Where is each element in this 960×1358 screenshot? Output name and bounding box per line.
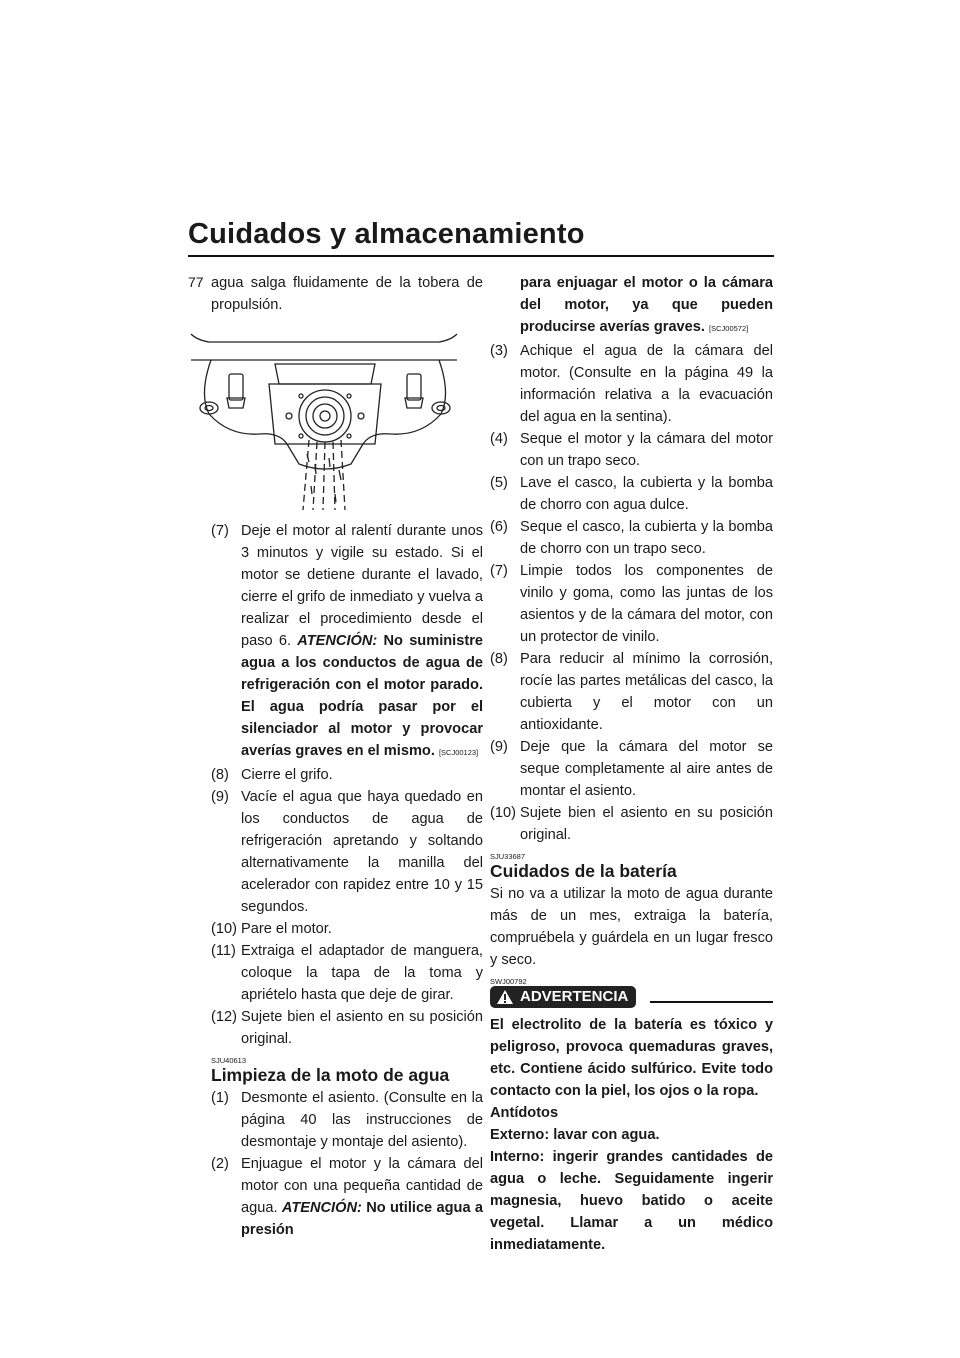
step-number: (1) (211, 1090, 229, 1106)
page-number: 77 (188, 274, 204, 290)
step-number: (7) (490, 563, 508, 579)
right-column (490, 272, 773, 1256)
intro-text: agua salga fluidamente de la tobera de propulsión. (211, 275, 483, 313)
warning-text: El electrolito de la batería es tóxico y peligroso, provoca quemaduras graves, etc. Contiene ácido sulfúrico. Evite todo contacto con la piel, los ojos o la ropa. (490, 1017, 773, 1099)
step-text: Pare el motor. (241, 921, 332, 937)
step-number: (5) (490, 475, 508, 491)
step-10 (211, 918, 483, 940)
step-text: Extraiga el adaptador de manguera, coloque la tapa de la toma y apriételo hasta que deje de girar. (241, 943, 483, 1003)
warning-external: Externo: lavar con agua. (490, 1127, 660, 1143)
notice-code: [SCJ00572] (709, 324, 749, 333)
step-text: Seque el motor y la cámara del motor con un trapo seco. (520, 431, 773, 469)
step-number: (8) (211, 767, 229, 783)
step-text: Deje el motor al ralentí durante unos 3 minutos y vigile su estado. Si el motor se detiene durante el lavado, cierre el grifo de inmediato y vuelva a realizar el procedimiento desde el paso 6. (241, 523, 483, 649)
warning-antidotes-heading: Antídotos (490, 1105, 559, 1121)
title-rule (188, 255, 774, 257)
step-text: Desmonte el asiento. (Consulte en la página 40 las instrucciones de desmontaje y montaje del asiento). (241, 1090, 483, 1150)
notice-text: para enjuagar el motor o la cámara del motor, ya que pueden producirse averías graves. (520, 275, 773, 335)
step-6 (490, 516, 773, 560)
step-text: Cierre el grifo. (241, 767, 333, 783)
step-text: Sujete bien el asiento en su posición original. (520, 805, 773, 843)
step-number: (3) (490, 343, 508, 359)
notice-continuation (490, 272, 773, 340)
step-text: Para reducir al mínimo la corrosión, rocíe las partes metálicas del casco, la cubierta y el motor con un antioxidante. (520, 651, 773, 733)
warning-badge (490, 986, 636, 1008)
step-number: (11) (211, 943, 236, 959)
section-text: Si no va a utilizar la moto de agua durante más de un mes, extraiga la batería, compruébela y guárdela en un lugar fresco y seco. (490, 886, 773, 968)
step-2 (211, 1153, 483, 1241)
step-10 (490, 802, 773, 846)
notice-code: [SCJ00123] (438, 748, 479, 757)
step-8 (211, 764, 483, 786)
step-9 (211, 786, 483, 918)
page-title: Cuidados y almacenamiento (188, 218, 585, 250)
step-7 (211, 520, 483, 764)
warning-code: SWJ00792 (490, 977, 527, 986)
warning-header (490, 986, 773, 1008)
left-column (211, 272, 483, 1241)
step-text: Deje que la cámara del motor se seque completamente al aire antes de montar el asiento. (520, 739, 773, 799)
step-text: Seque el casco, la cubierta y la bomba de chorro con un trapo seco. (520, 519, 773, 557)
notice-text: No suministre agua a los conductos de agua de refrigeración con el motor parado. El agua podría pasar por el silenciador al motor y provocar averías graves en el mismo. (241, 633, 483, 759)
step-7 (490, 560, 773, 648)
step-number: (12) (211, 1009, 237, 1025)
step-number: (7) (211, 523, 229, 539)
step-number: (9) (490, 739, 508, 755)
step-number: (10) (490, 805, 516, 821)
section-heading: Cuidados de la batería (490, 861, 677, 881)
section-code: SJU33687 (490, 852, 526, 861)
warning-label: ADVERTENCIA (520, 988, 629, 1005)
section-code: SJU40613 (211, 1056, 247, 1065)
notice-text: No utilice agua a presión (241, 1200, 484, 1238)
step-9 (490, 736, 773, 802)
step-text: Vacíe el agua que haya quedado en los conductos de agua de refrigeración apretando y soltando alternativamente la manilla del acelerador con rapidez entre 10 y 15 segundos. (241, 789, 483, 915)
step-4 (490, 428, 773, 472)
step-number: (9) (211, 789, 229, 805)
step-12 (211, 1006, 483, 1050)
step-text: Sujete bien el asiento en su posición original. (241, 1009, 483, 1047)
step-text: Limpie todos los componentes de vinilo y goma, como las juntas de los asientos y de la cámara del motor, con un protector de vinilo. (520, 563, 773, 645)
section-heading: Limpieza de la moto de agua (211, 1065, 450, 1085)
warning-rule (650, 1001, 773, 1003)
step-text: Lave el casco, la cubierta y la bomba de chorro con agua dulce. (520, 475, 773, 513)
notice-label: ATENCIÓN: (281, 1200, 362, 1216)
step-number: (2) (211, 1156, 229, 1172)
step-5 (490, 472, 773, 516)
step-1 (211, 1087, 483, 1153)
step-3 (490, 340, 773, 428)
step-number: (10) (211, 921, 237, 937)
step-text: Achique el agua de la cámara del motor. (Consulte en la página 49 la información relativa a la evacuación del agua en la sentina). (520, 343, 773, 425)
step-11 (211, 940, 483, 1006)
notice-label: ATENCIÓN: (297, 633, 378, 649)
warning-internal: Interno: ingerir grandes cantidades de agua o leche. Seguidamente ingerir magnesia, huevo batido o aceite vegetal. Llamar a un médico inmediatamente. (490, 1149, 773, 1253)
step-8 (490, 648, 773, 736)
warning-triangle-icon (496, 989, 514, 1005)
jet-nozzle-illustration (189, 324, 461, 512)
step-text: Enjuague el motor y la cámara del motor con una pequeña cantidad de agua. (241, 1156, 483, 1216)
step-number: (6) (490, 519, 508, 535)
step-number: (4) (490, 431, 508, 447)
step-number: (8) (490, 651, 508, 667)
